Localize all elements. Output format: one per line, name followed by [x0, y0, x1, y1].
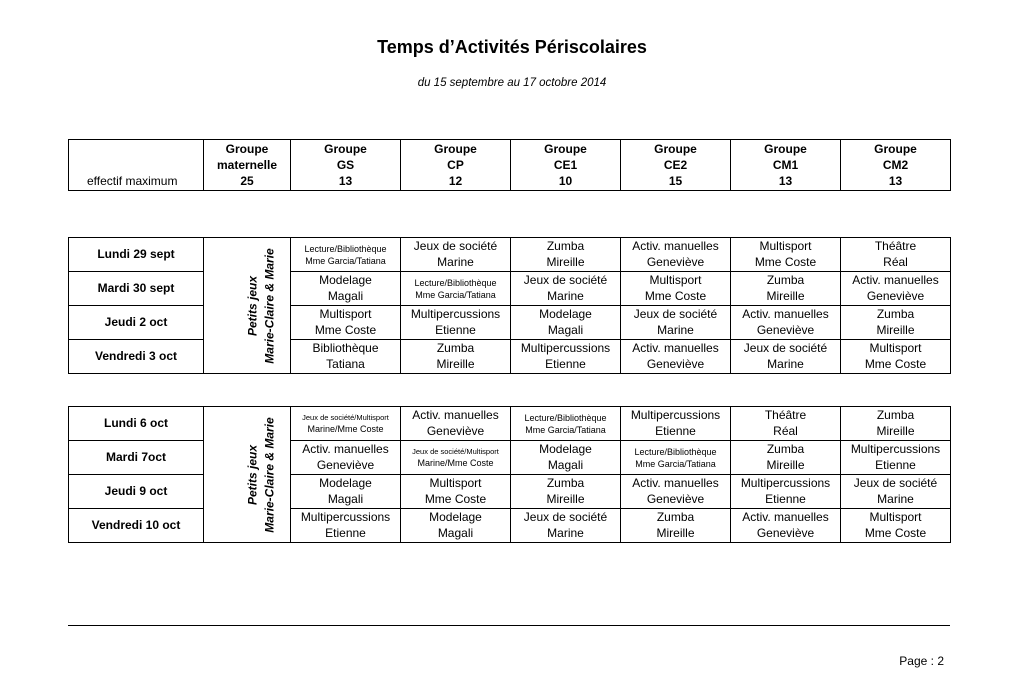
activity-leader: Geneviève: [646, 356, 705, 371]
table-row: [69, 238, 951, 272]
day-label: Jeudi 9 oct: [69, 475, 204, 509]
activity-cell: [291, 272, 401, 306]
group-header-cp: [401, 140, 511, 191]
activity-cell: [731, 475, 841, 509]
group-word: Groupe: [874, 142, 917, 156]
activity-leader: Réal: [883, 254, 908, 269]
activity-leader: Mme Coste: [644, 288, 707, 303]
table-row: [69, 340, 951, 374]
activity-name: Multipercussions: [520, 341, 611, 355]
activity-name: Activ. manuelles: [742, 510, 829, 524]
day-label: Mardi 7oct: [69, 441, 204, 475]
activity-cell: [291, 509, 401, 543]
day-label: Lundi 6 oct: [69, 407, 204, 441]
group-name: CM1: [772, 158, 799, 172]
capacity-label: effectif maximum: [69, 140, 204, 191]
day-label: Mardi 30 sept: [69, 272, 204, 306]
activity-cell: [731, 306, 841, 340]
group-header-ce1: [511, 140, 621, 191]
activity-name: Activ. manuelles: [302, 442, 389, 456]
group-word: Groupe: [324, 142, 367, 156]
activity-leader: Geneviève: [866, 288, 925, 303]
group-name: CE1: [553, 158, 578, 172]
activity-name: Multisport: [649, 273, 702, 287]
activity-name: Multipercussions: [300, 510, 391, 524]
maternelle-activity-name: Petits jeux: [245, 275, 260, 336]
group-count: 13: [338, 174, 353, 188]
activity-name: Multipercussions: [850, 442, 941, 456]
activity-leader: Mme Garcia/Tatiana: [635, 458, 716, 469]
activity-leader: Etienne: [325, 525, 366, 540]
activity-name: Jeux de société/Multisport: [302, 413, 389, 422]
activity-name: Lecture/Bibliothèque: [634, 446, 717, 457]
activity-cell: [731, 340, 841, 374]
activity-name: Activ. manuelles: [742, 307, 829, 321]
table-row: [69, 407, 951, 441]
schedule-week-1: [68, 237, 951, 374]
activity-cell: [401, 475, 511, 509]
group-name: maternelle: [216, 158, 278, 172]
group-count: 25: [240, 174, 254, 188]
maternelle-activity: [204, 238, 291, 374]
activity-name: Multisport: [319, 307, 372, 321]
group-word: Groupe: [225, 142, 269, 156]
activity-leader: Mme Coste: [864, 356, 927, 371]
activity-leader: Mme Coste: [864, 525, 927, 540]
group-header-gs: [291, 140, 401, 191]
activity-leader: Magali: [327, 491, 364, 506]
activity-leader: Mireille: [656, 525, 695, 540]
activity-name: Zumba: [436, 341, 475, 355]
activity-name: Jeux de société: [853, 476, 938, 490]
activity-leader: Marine: [877, 491, 914, 506]
activity-cell: [841, 238, 951, 272]
activity-name: Modelage: [429, 510, 482, 524]
activity-leader: Mireille: [876, 322, 915, 337]
activity-cell: [511, 272, 621, 306]
activity-name: Multipercussions: [740, 476, 831, 490]
activity-name: Bibliothèque: [312, 341, 379, 355]
activity-leader: Geneviève: [756, 322, 815, 337]
group-word: Groupe: [764, 142, 807, 156]
maternelle-activity-name: Petits jeux: [245, 444, 260, 505]
activity-leader: Marine: [657, 322, 694, 337]
activity-name: Jeux de société: [523, 510, 608, 524]
activity-cell: [511, 475, 621, 509]
activity-cell: [511, 509, 621, 543]
group-header-maternelle: [204, 140, 291, 191]
activity-leader: Etienne: [875, 457, 916, 472]
activity-cell: [291, 475, 401, 509]
activity-cell: [291, 238, 401, 272]
activity-name: Zumba: [546, 239, 585, 253]
activity-leader: Marine: [547, 525, 584, 540]
page-number: Page : 2: [899, 654, 944, 668]
activity-cell: [401, 272, 511, 306]
table-row: [69, 441, 951, 475]
activity-cell: [621, 272, 731, 306]
activity-name: Multisport: [759, 239, 812, 253]
footer-divider: [68, 625, 950, 626]
activity-name: Activ. manuelles: [852, 273, 939, 287]
group-word: Groupe: [434, 142, 477, 156]
activity-cell: [291, 340, 401, 374]
activity-name: Théâtre: [874, 239, 917, 253]
group-count: 13: [888, 174, 903, 188]
activity-leader: Magali: [327, 288, 364, 303]
activity-leader: Etienne: [435, 322, 476, 337]
activity-cell: [621, 441, 731, 475]
activity-leader: Mme Coste: [754, 254, 817, 269]
activity-leader: Etienne: [545, 356, 586, 371]
activity-leader: Magali: [547, 457, 584, 472]
activity-leader: Etienne: [765, 491, 806, 506]
activity-name: Zumba: [876, 307, 915, 321]
activity-leader: Tatiana: [326, 356, 365, 371]
activity-cell: [841, 272, 951, 306]
activity-name: Zumba: [766, 442, 805, 456]
table-row: [69, 272, 951, 306]
activity-cell: [621, 340, 731, 374]
activity-name: Modelage: [539, 442, 592, 456]
activity-cell: [401, 407, 511, 441]
activity-cell: [401, 509, 511, 543]
activity-name: Zumba: [766, 273, 805, 287]
activity-cell: [731, 407, 841, 441]
activity-cell: [291, 306, 401, 340]
activity-cell: [731, 509, 841, 543]
activity-name: Zumba: [656, 510, 695, 524]
table-row: [69, 306, 951, 340]
activity-name: Lecture/Bibliothèque: [304, 243, 387, 254]
activity-cell: [731, 238, 841, 272]
activity-name: Multisport: [869, 510, 922, 524]
schedule-week-2: [68, 406, 951, 543]
group-word: Groupe: [654, 142, 697, 156]
activity-cell: [621, 509, 731, 543]
maternelle-activity: [204, 407, 291, 543]
activity-cell: [841, 475, 951, 509]
group-word: Groupe: [544, 142, 587, 156]
activity-cell: [401, 238, 511, 272]
activity-name: Multisport: [429, 476, 482, 490]
group-name: GS: [336, 158, 355, 172]
activity-leader: Magali: [437, 525, 474, 540]
activity-name: Jeux de société: [743, 341, 828, 355]
activity-name: Théâtre: [764, 408, 807, 422]
group-header-cm2: [841, 140, 951, 191]
activity-leader: Mme Garcia/Tatiana: [415, 289, 496, 300]
group-name: CM2: [882, 158, 909, 172]
activity-leader: Mme Garcia/Tatiana: [305, 255, 386, 266]
activity-cell: [401, 340, 511, 374]
group-count: 15: [668, 174, 683, 188]
activity-name: Jeux de société: [413, 239, 498, 253]
activity-cell: [621, 407, 731, 441]
activity-cell: [841, 509, 951, 543]
maternelle-activity-leaders: Marie-Claire & Marie: [262, 416, 277, 533]
activity-name: Activ. manuelles: [632, 341, 719, 355]
activity-name: Activ. manuelles: [412, 408, 499, 422]
maternelle-activity-leaders: Marie-Claire & Marie: [262, 247, 277, 364]
activity-cell: [841, 340, 951, 374]
activity-cell: [401, 306, 511, 340]
day-label: Vendredi 10 oct: [69, 509, 204, 543]
activity-name: Modelage: [319, 273, 372, 287]
activity-leader: Marine/Mme Coste: [307, 424, 384, 434]
activity-leader: Magali: [547, 322, 584, 337]
activity-cell: [291, 407, 401, 441]
activity-leader: Mme Coste: [424, 491, 487, 506]
activity-leader: Geneviève: [426, 423, 485, 438]
activity-leader: Mireille: [766, 457, 805, 472]
activity-leader: Geneviève: [646, 491, 705, 506]
activity-leader: Réal: [773, 423, 798, 438]
document-title: Temps d’Activités Périscolaires: [377, 37, 647, 57]
activity-cell: [621, 306, 731, 340]
activity-cell: [731, 272, 841, 306]
activity-name: Modelage: [539, 307, 592, 321]
activity-name: Jeux de société: [523, 273, 608, 287]
activity-leader: Geneviève: [756, 525, 815, 540]
activity-name: Activ. manuelles: [632, 239, 719, 253]
activity-leader: Mireille: [876, 423, 915, 438]
activity-leader: Marine: [767, 356, 804, 371]
activity-cell: [731, 441, 841, 475]
activity-cell: [511, 407, 621, 441]
activity-name: Lecture/Bibliothèque: [524, 412, 607, 423]
activity-name: Activ. manuelles: [632, 476, 719, 490]
document-subtitle: du 15 septembre au 17 octobre 2014: [417, 77, 607, 89]
group-header-ce2: [621, 140, 731, 191]
activity-leader: Geneviève: [316, 457, 375, 472]
activity-name: Modelage: [319, 476, 372, 490]
activity-cell: [841, 441, 951, 475]
group-header-cm1: [731, 140, 841, 191]
activity-leader: Marine: [547, 288, 584, 303]
group-name: CE2: [663, 158, 688, 172]
activity-leader: Geneviève: [646, 254, 705, 269]
group-count: 10: [558, 174, 573, 188]
activity-leader: Mme Coste: [314, 322, 377, 337]
group-count: 13: [778, 174, 793, 188]
activity-leader: Mme Garcia/Tatiana: [525, 424, 606, 435]
day-label: Vendredi 3 oct: [69, 340, 204, 374]
activity-leader: Marine/Mme Coste: [417, 458, 494, 468]
activity-name: Lecture/Bibliothèque: [414, 277, 497, 288]
activity-name: Multipercussions: [630, 408, 721, 422]
activity-cell: [511, 441, 621, 475]
group-count: 12: [448, 174, 463, 188]
activity-leader: Mireille: [766, 288, 805, 303]
groups-capacity-table: [68, 139, 951, 191]
activity-leader: Mireille: [546, 491, 585, 506]
day-label: Lundi 29 sept: [69, 238, 204, 272]
activity-cell: [291, 441, 401, 475]
activity-name: Jeux de société/Multisport: [412, 447, 499, 456]
activity-cell: [841, 306, 951, 340]
activity-leader: Marine: [437, 254, 474, 269]
activity-cell: [511, 306, 621, 340]
activity-cell: [511, 340, 621, 374]
activity-name: Jeux de société: [633, 307, 718, 321]
table-row: [69, 509, 951, 543]
activity-cell: [841, 407, 951, 441]
activity-name: Zumba: [876, 408, 915, 422]
day-label: Jeudi 2 oct: [69, 306, 204, 340]
activity-cell: [401, 441, 511, 475]
group-name: CP: [447, 158, 464, 172]
activity-name: Multipercussions: [410, 307, 501, 321]
activity-name: Zumba: [546, 476, 585, 490]
activity-cell: [511, 238, 621, 272]
activity-leader: Mireille: [436, 356, 475, 371]
activity-leader: Etienne: [655, 423, 696, 438]
activity-leader: Mireille: [546, 254, 585, 269]
activity-name: Multisport: [869, 341, 922, 355]
activity-cell: [621, 238, 731, 272]
table-row: [69, 475, 951, 509]
activity-cell: [621, 475, 731, 509]
